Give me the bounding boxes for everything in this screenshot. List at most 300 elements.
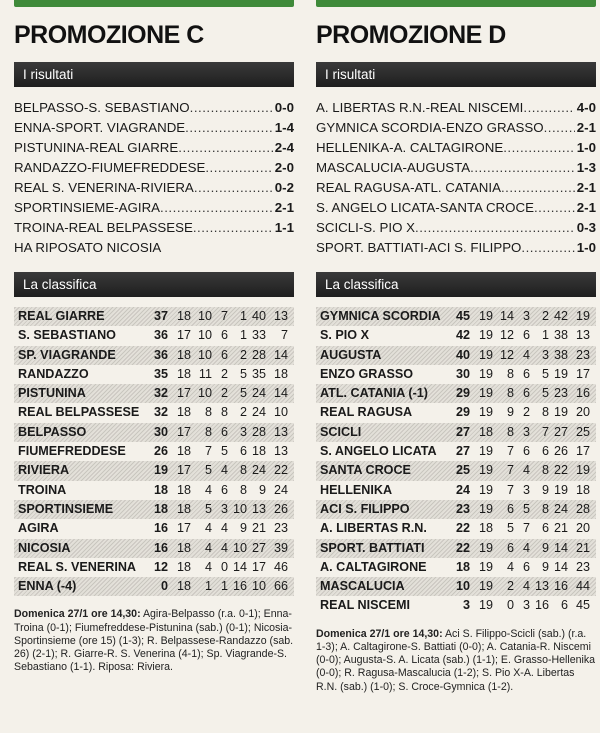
stat-p: 18 [455,559,470,574]
stat-n: 0 [220,559,228,574]
standings-row [14,423,294,442]
result-match: SPORT. BATTIATI-ACI S. FILIPPO [316,240,522,255]
stat-v: 10 [197,328,212,343]
stat-g: 19 [478,386,493,401]
stat-gs: 26 [273,501,288,516]
stat-g: 18 [176,501,191,516]
section-title: PROMOZIONE D [316,21,506,49]
result-row [14,138,294,158]
standings-row [14,461,294,480]
stat-g: 18 [176,559,191,574]
result-score: 2-0 [274,160,294,175]
stat-gs: 7 [280,328,288,343]
stat-v: 14 [499,309,514,323]
stat-gs: 46 [273,559,288,574]
stat-gs: 28 [575,501,590,516]
stat-g: 18 [176,540,191,555]
result-row [14,218,294,238]
team-name: REAL BELPASSESE [18,405,140,420]
dot-leader [193,218,273,238]
stat-g: 18 [478,521,493,536]
result-score: 2-1 [274,200,294,215]
stat-n: 4 [220,463,228,478]
stat-gf: 13 [251,501,266,516]
stat-gs: 20 [575,405,590,420]
stat-v: 12 [499,347,514,362]
results-list [316,98,596,258]
stat-pe: 14 [232,559,247,574]
result-row [316,238,596,258]
standings-row [14,307,294,326]
section-title: PROMOZIONE C [14,21,204,49]
stat-n: 2 [220,366,228,381]
stat-gf: 23 [553,386,568,401]
stat-p: 36 [153,347,168,362]
team-name: ENZO GRASSO [320,366,414,381]
standings-row [316,519,596,538]
stat-gf: 24 [251,405,266,420]
stat-n: 5 [522,501,530,516]
stat-pe: 8 [541,463,549,478]
stat-p: 26 [153,444,168,459]
standings-row [14,346,294,365]
team-name: SP. VIAGRANDE [18,347,116,362]
stat-gf: 35 [251,366,266,381]
stat-g: 19 [478,579,493,594]
result-match: MASCALUCIA-AUGUSTA [316,160,471,175]
result-match: HA RIPOSATO NICOSIA [14,240,162,255]
result-score: 2-1 [576,120,596,135]
stat-gf: 18 [251,444,266,459]
result-row [316,198,596,218]
stat-pe: 16 [534,598,549,613]
team-name: REAL NISCEMI [320,598,411,613]
stat-n: 6 [522,444,530,459]
stat-g: 18 [176,579,191,594]
stat-pe: 5 [541,366,549,381]
stat-g: 19 [478,444,493,459]
result-match: HELLENIKA-A. CALTAGIRONE [316,140,504,155]
team-name: REAL S. VENERINA [18,559,137,574]
team-name: SANTA CROCE [320,463,411,478]
standings-row [14,326,294,345]
stat-gs: 22 [273,463,288,478]
stat-gf: 24 [251,386,266,401]
stat-v: 7 [506,463,514,478]
result-match: TROINA-REAL BELPASSESE [14,220,193,235]
stat-gs: 24 [273,482,288,497]
result-match: A. LIBERTAS R.N.-REAL NISCEMI [316,100,524,115]
team-name: ATL. CATANIA (-1) [320,386,428,401]
stat-gs: 17 [575,444,590,459]
stat-p: 30 [455,366,470,381]
standings-table [14,307,294,596]
stat-v: 0 [506,598,514,613]
team-name: BELPASSO [18,424,87,439]
stat-gs: 14 [273,347,288,362]
stat-v: 4 [204,482,212,497]
result-match: SCICLI-S. PIO X [316,220,416,235]
result-match: ENNA-SPORT. VIAGRANDE [14,120,186,135]
schedule-notes-lead: Domenica 27/1 ore 14,30: [14,608,141,621]
stat-v: 10 [197,347,212,362]
dot-leader [160,198,273,218]
stat-gs: 23 [575,347,590,362]
stat-gf: 9 [258,482,266,497]
stat-pe: 5 [541,386,549,401]
result-match: REAL RAGUSA-ATL. CATANIA [316,180,501,195]
column-promozione-c [14,0,294,674]
stat-v: 5 [204,463,212,478]
team-name: AGIRA [18,521,59,536]
stat-p: 16 [153,521,168,536]
standings-row [14,365,294,384]
stat-n: 6 [522,386,530,401]
stat-p: 3 [462,598,470,613]
stat-p: 35 [153,366,168,381]
stat-g: 17 [176,521,191,536]
stat-n: 4 [522,579,530,594]
team-name: NICOSIA [18,540,71,555]
stat-v: 2 [506,579,514,594]
stat-g: 19 [478,347,493,362]
stat-pe: 13 [534,579,549,594]
stat-gs: 16 [575,386,590,401]
results-header: I risultati [14,62,294,87]
stat-gf: 6 [560,598,568,613]
stat-v: 8 [204,405,212,420]
stat-p: 29 [455,405,470,420]
stat-p: 18 [153,501,168,516]
result-score: 0-3 [576,220,596,235]
stat-n: 4 [522,463,530,478]
section-top-bar [316,0,596,7]
result-row [316,178,596,198]
standings-row [316,442,596,461]
stat-gs: 13 [273,309,288,323]
team-name: A. LIBERTAS R.N. [320,521,427,536]
stat-v: 8 [506,424,514,439]
stat-v: 10 [197,309,212,323]
team-name: FIUMEFREDDESE [18,444,126,459]
stat-p: 42 [455,328,470,343]
stat-n: 2 [220,386,228,401]
dot-leader [415,218,575,238]
section-top-bar [14,0,294,7]
result-score: 2-1 [576,200,596,215]
stat-gs: 19 [575,309,590,323]
dot-leader [534,198,575,218]
result-row [316,138,596,158]
stat-p: 12 [153,559,168,574]
team-name: HELLENIKA [320,482,393,497]
stat-p: 32 [153,405,168,420]
stat-v: 6 [506,540,514,555]
team-name: S. SEBASTIANO [18,328,116,343]
stat-gs: 23 [575,559,590,574]
stat-g: 17 [176,328,191,343]
stat-g: 19 [478,405,493,420]
stat-gs: 14 [273,386,288,401]
stat-v: 9 [506,405,514,420]
stat-gf: 17 [251,559,266,574]
stat-gs: 18 [575,482,590,497]
stat-g: 18 [176,366,191,381]
result-row [316,218,596,238]
stat-n: 4 [220,521,228,536]
stat-n: 6 [220,482,228,497]
schedule-notes-lead: Domenica 27/1 ore 14,30: [316,627,443,640]
stat-gs: 18 [273,366,288,381]
result-score: 4-0 [576,100,596,115]
stat-v: 12 [499,328,514,343]
stat-pe: 1 [239,309,247,323]
result-score: 0-0 [274,100,294,115]
stat-pe: 6 [541,444,549,459]
stat-p: 36 [153,328,168,343]
stat-n: 6 [522,328,530,343]
stat-n: 3 [522,424,530,439]
team-name: TROINA [18,482,67,497]
stat-n: 4 [522,347,530,362]
stat-gs: 13 [273,444,288,459]
stat-pe: 3 [239,424,247,439]
stat-gf: 19 [553,405,568,420]
standings-row [316,307,596,326]
stat-n: 3 [220,501,228,516]
result-score: 2-4 [274,140,294,155]
result-score: 1-1 [274,220,294,235]
stat-v: 10 [197,386,212,401]
dot-leader [194,178,273,198]
stat-g: 18 [176,444,191,459]
stat-gf: 14 [553,559,568,574]
standings-row [316,384,596,403]
result-row [316,118,596,138]
stat-g: 17 [176,424,191,439]
stat-gs: 23 [273,521,288,536]
stat-pe: 7 [541,424,549,439]
result-match: PISTUNINA-REAL GIARRE [14,140,179,155]
stat-p: 22 [455,521,470,536]
stat-gf: 16 [553,579,568,594]
stat-n: 4 [522,540,530,555]
schedule-notes [316,628,596,694]
stat-v: 6 [506,501,514,516]
stat-gf: 27 [553,424,568,439]
team-name: S. PIO X [320,328,369,343]
standings-row [14,558,294,577]
stat-n: 8 [220,405,228,420]
stat-gf: 10 [251,579,266,594]
result-match: RANDAZZO-FIUMEFREDDESE [14,160,206,175]
stat-p: 10 [455,579,470,594]
team-name: REAL RAGUSA [320,405,413,420]
stat-v: 1 [204,579,212,594]
stat-p: 27 [455,424,470,439]
result-score: 1-0 [576,240,596,255]
dot-leader [501,178,575,198]
stat-g: 17 [176,463,191,478]
result-row [14,178,294,198]
stat-g: 18 [176,482,191,497]
standings-row [316,500,596,519]
stat-gf: 14 [553,540,568,555]
stat-p: 40 [455,347,470,362]
dot-leader [503,138,575,158]
result-match: GYMNICA SCORDIA-ENZO GRASSO [316,120,544,135]
team-name: ENNA (-4) [18,579,77,594]
dot-leader [185,118,273,138]
stat-g: 18 [176,347,191,362]
team-name: A. CALTAGIRONE [320,559,427,574]
stat-v: 8 [506,366,514,381]
stat-n: 6 [220,347,228,362]
standings-row [316,326,596,345]
stat-g: 19 [478,463,493,478]
result-row [14,158,294,178]
stat-n: 7 [522,521,530,536]
result-row [316,98,596,118]
stat-gs: 44 [575,579,590,594]
stat-pe: 9 [541,540,549,555]
schedule-notes [14,608,294,674]
standings-row [14,577,294,596]
dot-leader [470,158,575,178]
team-name: SPORT. BATTIATI [320,540,425,555]
results-header: I risultati [316,62,596,87]
dot-leader [205,158,272,178]
stat-p: 16 [153,540,168,555]
stat-gf: 24 [251,463,266,478]
dot-leader [178,138,273,158]
team-name: RANDAZZO [18,366,89,381]
results-list [14,98,294,258]
stat-gs: 20 [575,521,590,536]
standings-row [14,442,294,461]
standings-row [316,423,596,442]
stat-v: 8 [506,386,514,401]
stat-gs: 19 [575,463,590,478]
stat-p: 30 [153,424,168,439]
stat-pe: 2 [239,405,247,420]
stat-pe: 8 [239,463,247,478]
stat-n: 7 [220,309,228,323]
stat-p: 27 [455,444,470,459]
stat-g: 19 [478,309,493,323]
stat-gf: 28 [251,347,266,362]
stat-gs: 13 [273,424,288,439]
stat-g: 19 [478,328,493,343]
stat-pe: 6 [239,444,247,459]
stat-pe: 2 [239,347,247,362]
result-score: 2-1 [576,180,596,195]
stat-p: 32 [153,386,168,401]
stat-gf: 27 [251,540,266,555]
stat-gs: 10 [273,405,288,420]
standings-row [14,403,294,422]
result-match: BELPASSO-S. SEBASTIANO [14,100,190,115]
standings-row [316,403,596,422]
result-row [14,118,294,138]
stat-pe: 8 [239,482,247,497]
team-name: REAL GIARRE [18,309,105,323]
standings-row [316,481,596,500]
stat-n: 6 [522,366,530,381]
stat-g: 19 [478,598,493,613]
stat-gf: 33 [251,328,266,343]
result-match: REAL S. VENERINA-RIVIERA [14,180,194,195]
stat-gs: 25 [575,424,590,439]
stat-n: 6 [220,328,228,343]
team-name: SCICLI [320,424,362,439]
stat-pe: 9 [541,482,549,497]
stat-g: 19 [478,501,493,516]
team-name: MASCALUCIA [320,579,405,594]
result-score: 1-3 [576,160,596,175]
stat-pe: 10 [232,501,247,516]
stat-pe: 3 [541,347,549,362]
stat-gf: 19 [553,366,568,381]
stat-gf: 24 [553,501,568,516]
stat-n: 4 [220,540,228,555]
result-row [14,238,294,258]
team-name: AUGUSTA [320,347,382,362]
stat-v: 5 [506,521,514,536]
stat-v: 7 [506,444,514,459]
stat-gf: 21 [553,521,568,536]
team-name: GYMNICA SCORDIA [320,309,441,323]
stat-pe: 16 [232,579,247,594]
stat-n: 2 [522,405,530,420]
dot-leader [190,98,273,118]
standings-row [316,365,596,384]
stat-v: 4 [204,521,212,536]
stat-gs: 45 [575,598,590,613]
stat-gf: 21 [251,521,266,536]
result-score: 0-2 [274,180,294,195]
stat-p: 29 [455,386,470,401]
column-promozione-d [316,0,596,694]
stat-g: 18 [176,405,191,420]
stat-n: 6 [522,559,530,574]
schedule-notes-text: Agira-Belpasso (r.a. 0-1); Enna-Troina (0-1); Fiumefreddese-Pistunina (sab.) (0-1); Nicosia-Sportinsieme (ore 15) (1-3); R. Belpassese-Randazzo (sab. 26) (2-1); R. Giarre-R. S. Venerina (4-1); Sp. Viagrande-S. Sebastiano (1-1). Riposa: Riviera. [14,608,294,674]
stat-n: 3 [522,598,530,613]
stat-v: 7 [506,482,514,497]
team-name: SPORTINSIEME [18,501,114,516]
standings-table [316,307,596,616]
stat-v: 7 [204,444,212,459]
team-name: RIVIERA [18,463,70,478]
team-name: PISTUNINA [18,386,86,401]
stat-v: 4 [204,540,212,555]
stat-n: 1 [220,579,228,594]
standings-row [316,596,596,615]
stat-pe: 10 [232,540,247,555]
result-score: 1-4 [274,120,294,135]
stat-p: 22 [455,540,470,555]
stat-v: 4 [506,559,514,574]
stat-g: 19 [478,540,493,555]
stat-pe: 5 [239,386,247,401]
stat-p: 18 [153,482,168,497]
stat-gf: 22 [553,463,568,478]
schedule-notes-text: Aci S. Filippo-Scicli (sab.) (r.a. 1-3); A. Caltagirone-S. Battiati (0-0); A. Catania-R. Niscemi (0-0); Augusta-S. A. Licata (sab.) (1-1); E. Grasso-Hellenika (0-0); R. Ragusa-Mascalucia (1-2); S. Pio X-A. Libertas R.N. (sab.) (1-0); S. Croce-Gymnica (1-2). [316,627,596,693]
stat-gf: 40 [251,309,266,323]
result-match: S. ANGELO LICATA-SANTA CROCE [316,200,534,215]
stat-gs: 39 [273,540,288,555]
dot-leader [544,118,575,138]
